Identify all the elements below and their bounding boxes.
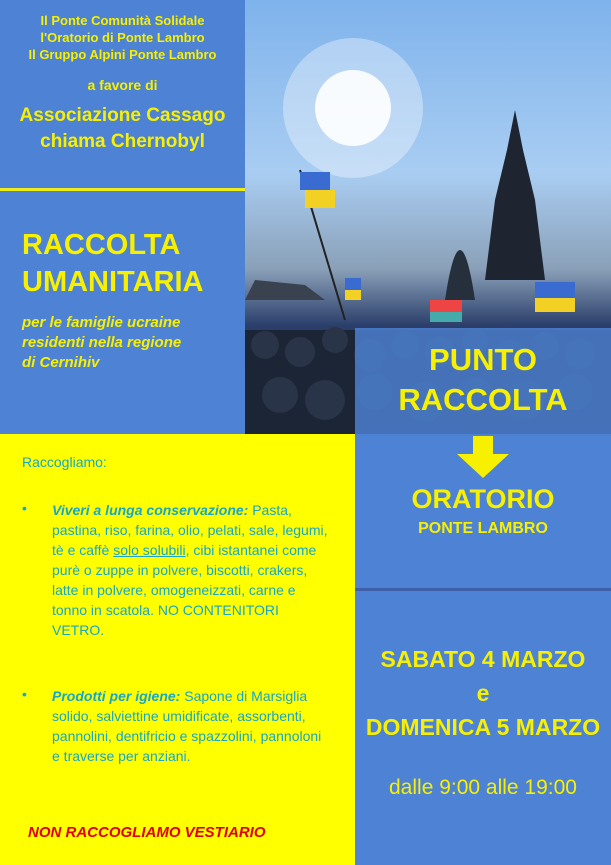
item-food-text [52,500,332,640]
item-food-underlined: solo solubili [113,542,186,558]
organizer-1: Il Ponte Comunità Solidale [40,13,205,28]
item-food-text-b: , cibi istantanei come purè o zuppe in polvere, biscotti, crakers, latte in polvere, omogeneizzati, carne e tonno in scatola. NO CONTENITORI VETRO. [52,542,317,638]
down-arrow-icon [355,436,611,482]
date-saturday: SABATO 4 MARZO [380,646,586,672]
subtitle-line-1: per le famiglie ucraine [22,314,181,331]
location-name: ORATORIO [411,484,555,514]
in-favor-label: a favore di [87,77,158,93]
collected-items-panel [0,434,355,865]
association-line-2: chiama Chernobyl [40,131,205,152]
organizers-panel [0,0,245,188]
date-conjunction: e [476,680,490,706]
location-dates-panel [355,436,611,865]
item-hygiene-label: Prodotti per igiene: [52,688,181,704]
subtitle-line-2: residenti nella regione [22,334,182,351]
association-line-1: Associazione Cassago [19,105,226,126]
organizer-2: l'Oratorio di Ponte Lambro [40,30,205,45]
collection-point-line-1: PUNTO [429,342,537,377]
item-hygiene [22,686,332,766]
no-clothing-notice: NON RACCOGLIAMO VESTIARIO [28,824,266,841]
campaign-title-line-2: UMANITARIA [22,266,204,298]
location-place: PONTE LAMBRO [418,520,548,537]
date-sunday: DOMENICA 5 MARZO [365,714,601,740]
collection-point-banner [355,328,611,436]
organizer-3: Il Gruppo Alpini Ponte Lambro [28,47,217,62]
item-food-label: Viveri a lunga conservazione: [52,502,249,518]
item-food [22,500,332,640]
campaign-subtitle [22,313,245,373]
bullet-icon: • [22,500,27,516]
campaign-panel [0,191,245,434]
subtitle-line-3: di Cernihiv [22,354,100,371]
item-hygiene-text [52,686,332,766]
opening-hours: dalle 9:00 alle 19:00 [389,776,577,799]
collect-heading: Raccogliamo: [22,454,107,470]
item-hygiene-body: Sapone di Marsiglia solido, salviettine umidificate, assorbenti, pannolini, dentifricio e spazzolini, pannoloni e traverse per anziani. [52,688,322,764]
association-name [0,103,245,155]
collection-point-line-2: RACCOLTA [398,382,568,417]
separator [355,588,611,591]
item-food-text-a: Pasta, pastina, riso, farina, olio, pelati, sale, legumi, tè e caffè [52,502,328,558]
bullet-icon: • [22,686,27,702]
campaign-title-line-1: RACCOLTA [22,229,181,261]
